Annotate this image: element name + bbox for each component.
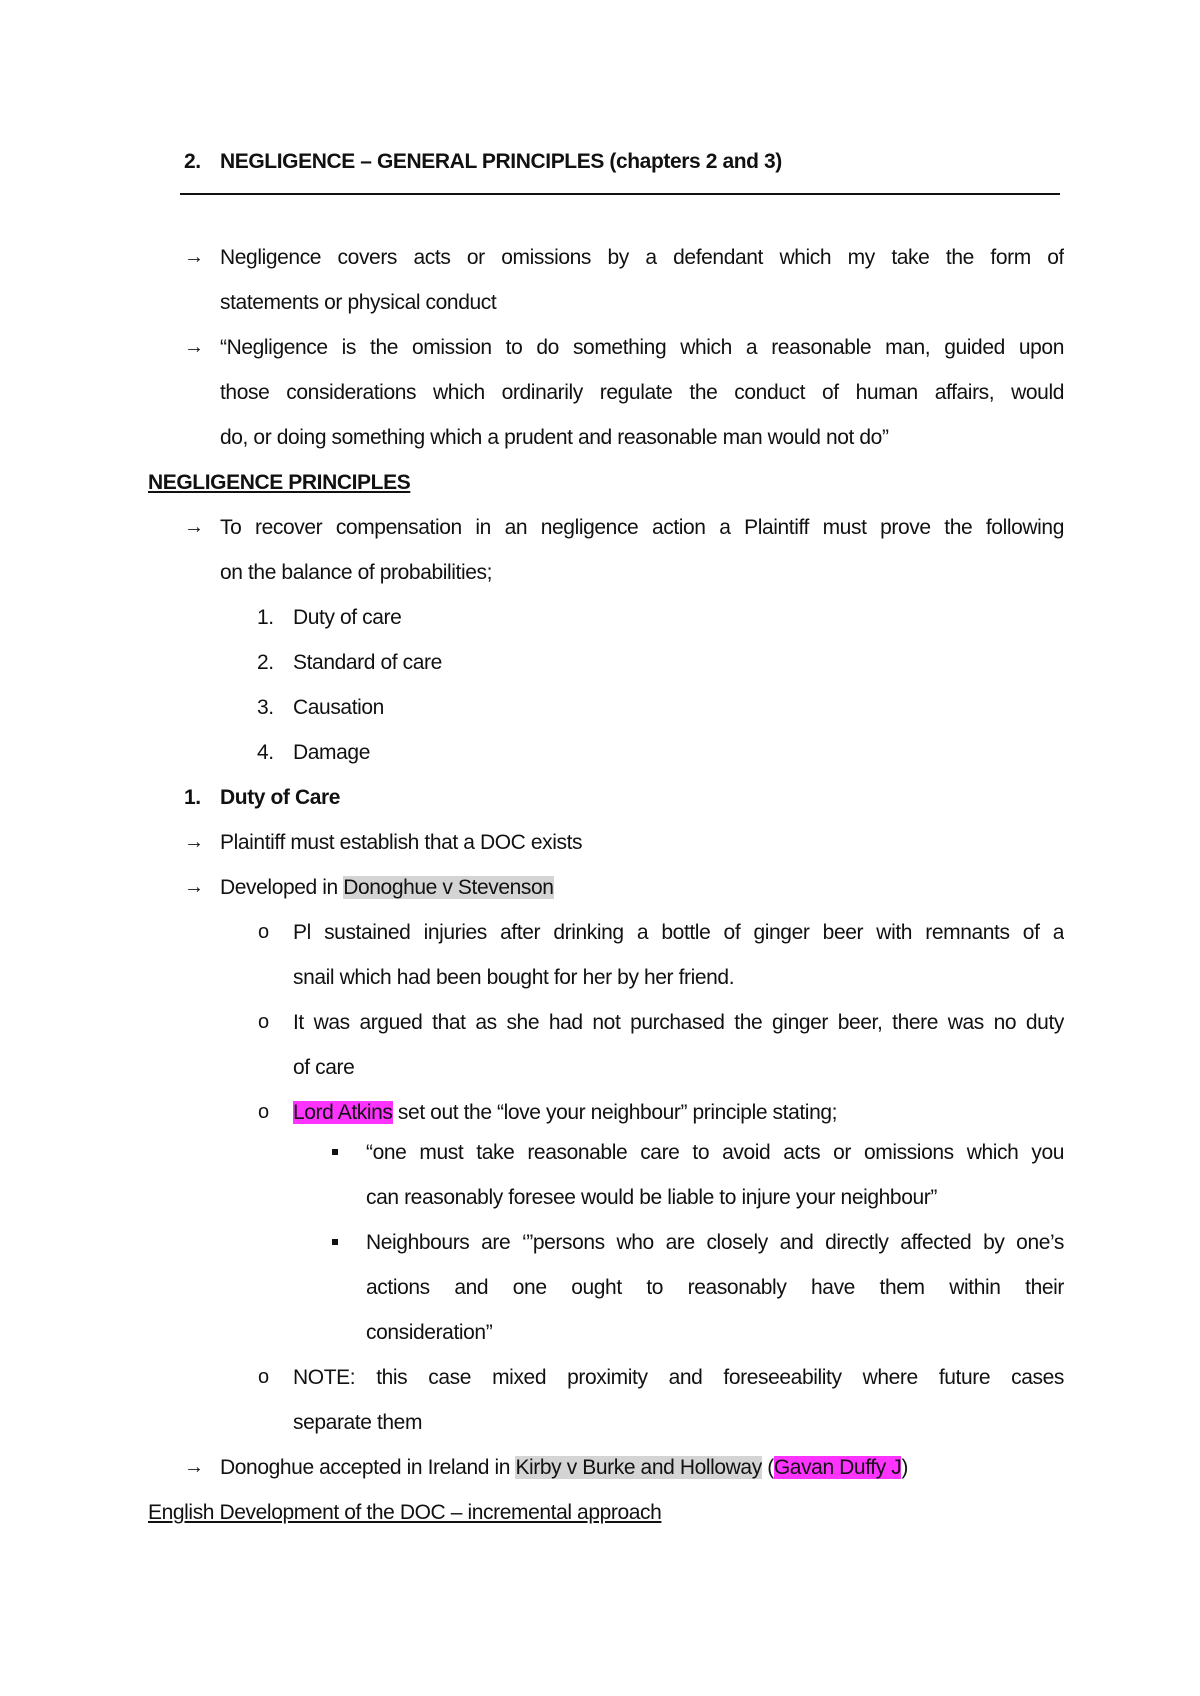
heading-number: 2.: [184, 150, 201, 173]
english-dev-title: English Development of the DOC – incremental approach: [148, 1501, 662, 1524]
duty-title: Duty of Care: [220, 786, 341, 809]
list-number: 2.: [257, 651, 274, 674]
duty-bullet-2-prefix: Developed in: [220, 876, 344, 899]
list-item: Damage: [293, 741, 370, 764]
square-bullet-icon: [332, 1239, 338, 1245]
case-name-donoghue: Donoghue v Stevenson: [343, 876, 554, 899]
case-name-kirby: Kirby v Burke and Holloway: [515, 1456, 762, 1479]
judge-name-gavan-duffy: Gavan Duffy J: [773, 1456, 902, 1479]
circle-bullet-icon: o: [258, 1366, 269, 1388]
arrow-bullet-icon: →: [184, 876, 204, 898]
principles-title: NEGLIGENCE PRINCIPLES: [148, 471, 411, 494]
intro-bullet-2-line1: “Negligence is the omission to do something which a reasonable man, guided upon: [220, 336, 1064, 359]
sub-bullet-4-line2: separate them: [293, 1411, 423, 1434]
heading-rule: [180, 193, 1060, 195]
quote-1-line1: “one must take reasonable care to avoid acts or omissions which you: [366, 1141, 1064, 1164]
list-number: 1.: [257, 606, 274, 629]
quote-2-line2: actions and one ought to reasonably have them within their: [366, 1276, 1064, 1299]
arrow-bullet-icon: →: [184, 1456, 204, 1478]
sub-bullet-3: [293, 1101, 837, 1125]
intro-bullet-2-line3: do, or doing something which a prudent and reasonable man would not do”: [220, 426, 889, 449]
heading-title: NEGLIGENCE – GENERAL PRINCIPLES (chapters 2 and 3): [220, 150, 782, 173]
duty-bullet-2: [220, 876, 554, 900]
sub-bullet-4-line1: NOTE: this case mixed proximity and foreseeability where future cases: [293, 1366, 1064, 1389]
list-number: 4.: [257, 741, 274, 764]
quote-1-line2: can reasonably foresee would be liable to injure your neighbour”: [366, 1186, 937, 1209]
list-item: Standard of care: [293, 651, 442, 674]
intro-bullet-2-line2: those considerations which ordinarily regulate the conduct of human affairs, would: [220, 381, 1064, 404]
duty-bullet-3: [220, 1456, 908, 1480]
intro-bullet-1-line1: Negligence covers acts or omissions by a defendant which my take the form of: [220, 246, 1064, 269]
sub-bullet-1-line1: Pl sustained injuries after drinking a bottle of ginger beer with remnants of a: [293, 921, 1064, 944]
judge-name-lord-atkins: Lord Atkins: [293, 1101, 393, 1124]
duty-number: 1.: [184, 786, 201, 809]
sub-bullet-3-rest: set out the “love your neighbour” principle stating;: [392, 1101, 838, 1124]
square-bullet-icon: [332, 1149, 338, 1155]
circle-bullet-icon: o: [258, 1101, 269, 1123]
paren-open: (: [761, 1456, 774, 1479]
quote-2-line3: consideration”: [366, 1321, 493, 1344]
arrow-bullet-icon: →: [184, 516, 204, 538]
duty-bullet-3-prefix: Donoghue accepted in Ireland in: [220, 1456, 516, 1479]
quote-2-line1: Neighbours are ‘”persons who are closely and directly affected by one’s: [366, 1231, 1064, 1254]
principles-bullet-line2: on the balance of probabilities;: [220, 561, 493, 584]
circle-bullet-icon: o: [258, 1011, 269, 1033]
sub-bullet-2-line1: It was argued that as she had not purchased the ginger beer, there was no duty: [293, 1011, 1064, 1034]
list-item: Duty of care: [293, 606, 402, 629]
arrow-bullet-icon: →: [184, 336, 204, 358]
intro-bullet-1-line2: statements or physical conduct: [220, 291, 497, 314]
list-item: Causation: [293, 696, 384, 719]
duty-bullet-1: Plaintiff must establish that a DOC exists: [220, 831, 583, 854]
arrow-bullet-icon: →: [184, 246, 204, 268]
principles-bullet-line1: To recover compensation in an negligence action a Plaintiff must prove the following: [220, 516, 1064, 539]
arrow-bullet-icon: →: [184, 831, 204, 853]
circle-bullet-icon: o: [258, 921, 269, 943]
sub-bullet-2-line2: of care: [293, 1056, 355, 1079]
sub-bullet-1-line2: snail which had been bought for her by her friend.: [293, 966, 735, 989]
paren-close: ): [901, 1456, 908, 1479]
list-number: 3.: [257, 696, 274, 719]
